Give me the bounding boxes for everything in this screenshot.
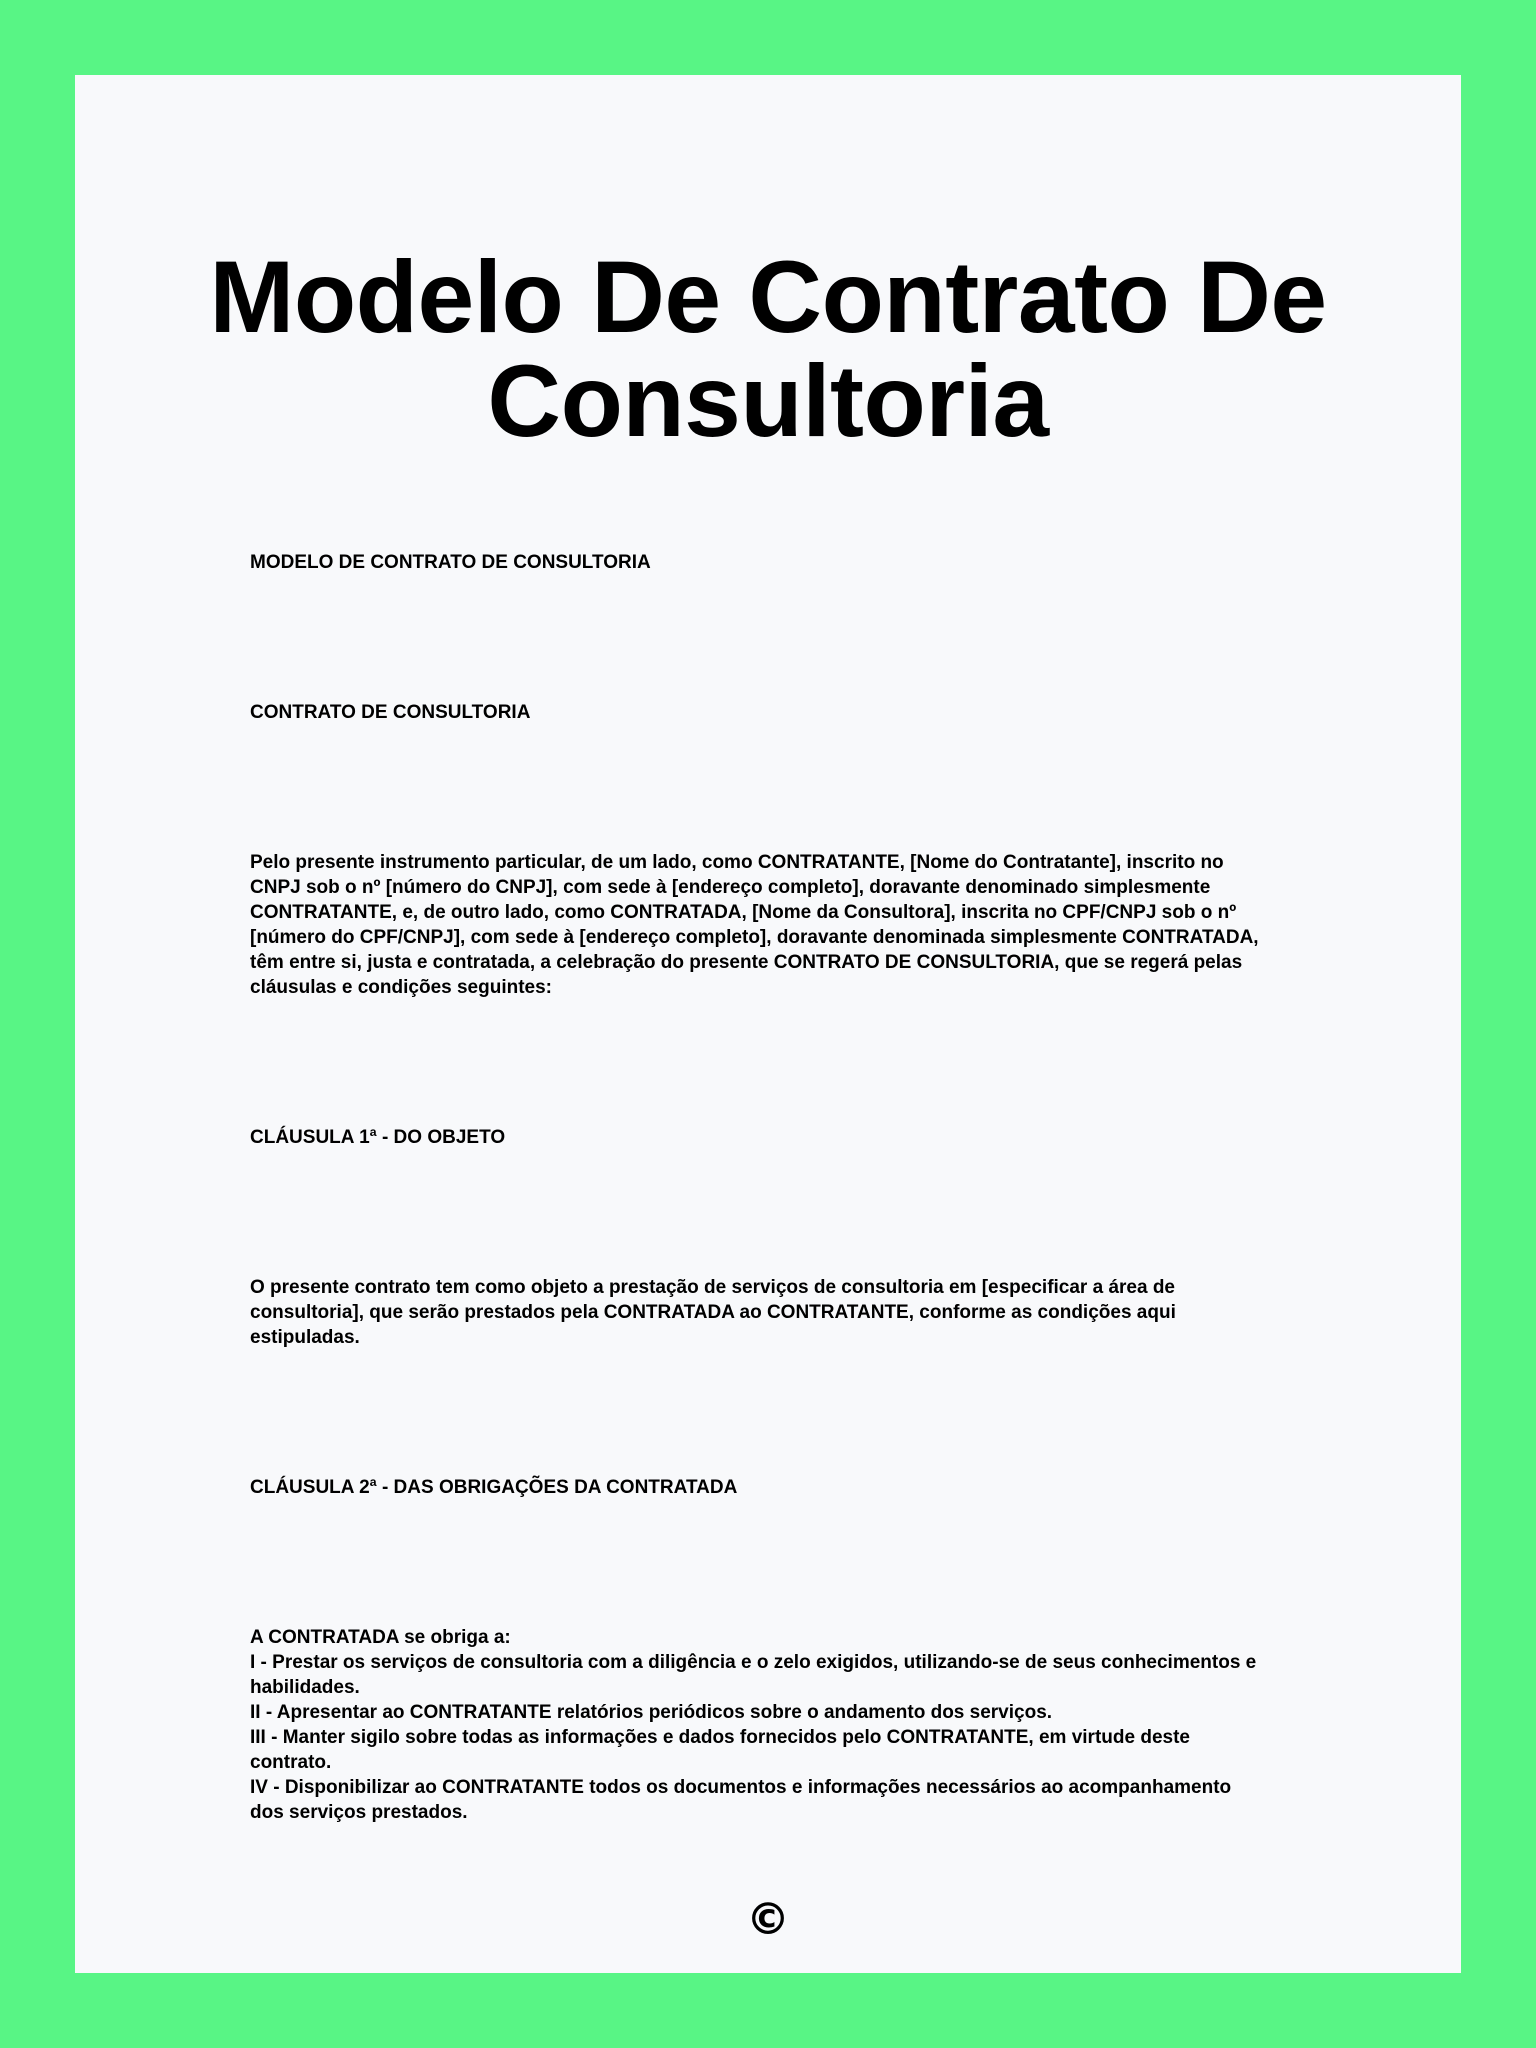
document-page	[75, 75, 1461, 1973]
clause-1-heading: CLÁUSULA 1ª - DO OBJETO	[250, 1127, 506, 1148]
clause-1-text: O presente contrato tem como objeto a prestação de serviços de consultoria em [especificar a área de consultoria], que serão prestados pela CONTRATADA ao CONTRATANTE, conforme as condições aqui estipuladas.	[250, 1277, 1176, 1348]
copyright-icon: ©	[746, 1894, 790, 1945]
heading-main: MODELO DE CONTRATO DE CONSULTORIA	[250, 552, 651, 573]
clause-2-text: A CONTRATADA se obriga a: I - Prestar os serviços de consultoria com a diligência e o zelo exigidos, utilizando-se de seus conhecimentos e habilidades. II - Apresentar ao CONTRATANTE relatórios periódicos sobre o andamento dos serviços. III - Manter sigilo sobre todas as informações e dados fornecidos pelo CONTRATANTE, em virtude deste contrato. IV - Disponibilizar ao CONTRATANTE todos os documentos e informações necessários ao acompanhamento dos serviços prestados.	[250, 1627, 1257, 1823]
clause-2-heading: CLÁUSULA 2ª - DAS OBRIGAÇÕES DA CONTRATADA	[250, 1477, 738, 1498]
heading-contract: CONTRATO DE CONSULTORIA	[250, 702, 531, 723]
intro-paragraph: Pelo presente instrumento particular, de um lado, como CONTRATANTE, [Nome do Contratante], inscrito no CNPJ sob o nº [número do CNPJ], com sede à [endereço completo], doravante denominado simplesmente CONTRATANTE, e, de outro lado, como CONTRATADA, [Nome da Consultora], inscrita no CPF/CNPJ sob o nº [número do CPF/CNPJ], com sede à [endereço completo], doravante denominada simplesmente CONTRATADA, têm entre si, justa e contratada, a celebração do presente CONTRATO DE CONSULTORIA, que se regerá pelas cláusulas e condições seguintes:	[250, 852, 1259, 998]
document-title: Modelo De Contrato De Consultoria	[209, 240, 1327, 458]
